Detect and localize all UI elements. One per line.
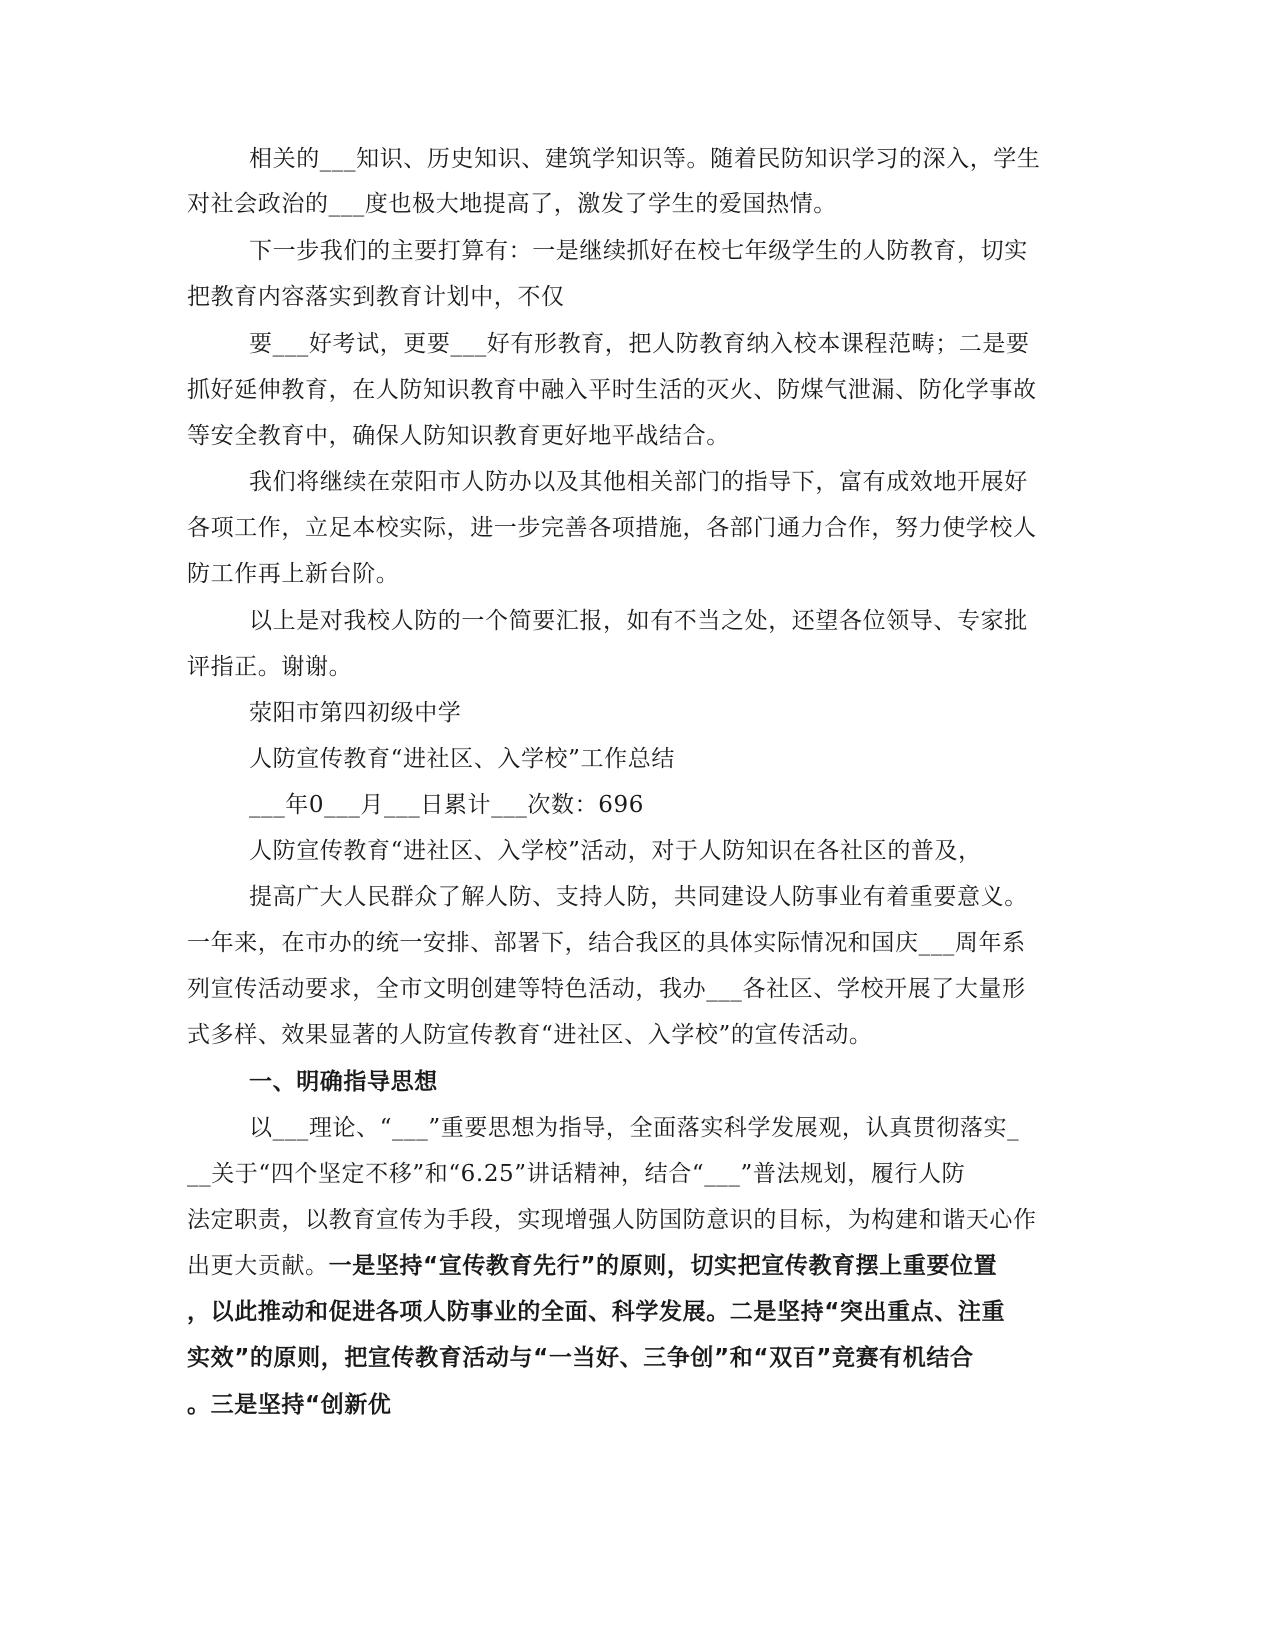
text-normal-part: 出更大贡献。 (187, 1253, 329, 1279)
text-line: 防工作再上新台阶。 (187, 561, 400, 587)
text-bold-part: 一是坚持“宣传教育先行”的原则，切实把宣传教育摆上重要位置 (328, 1253, 998, 1279)
text-line: 我们将继续在荥阳市人防办以及其他相关部门的指导下，富有成效地开展好 (249, 469, 1028, 495)
text-line: 列宣传活动要求，全市文明创建等特色活动，我办___各社区、学校开展了大量形 (187, 976, 1026, 1002)
text-line: 以___理论、“___”重要思想为指导，全面落实科学发展观，认真贯彻落实_ (249, 1115, 1020, 1141)
text-line: 要___好考试，更要___好有形教育，把人防教育纳入校本课程范畴；二是要 (249, 331, 1030, 357)
text-line: 抓好延伸教育，在人防知识教育中融入平时生活的灭火、防煤气泄漏、防化学事故 (187, 377, 1037, 403)
text-line: 等安全教育中，确保人防知识教育更好地平战结合。 (187, 423, 730, 449)
bold-text-line: ，以此推动和促进各项人防事业的全面、科学发展。二是坚持“突出重点、注重 (187, 1299, 1006, 1325)
text-line: 评指正。谢谢。 (187, 654, 353, 680)
bold-text-line: 。三是坚持“创新优 (187, 1392, 392, 1418)
text-line: 下一步我们的主要打算有：一是继续抓好在校七年级学生的人防教育，切实 (249, 238, 1028, 264)
text-line: 相关的___知识、历史知识、建筑学知识等。随着民防知识学习的深入，学生 (249, 146, 1041, 172)
text-line: __关于“四个坚定不移”和“6.25”讲话精神，结合“___”普法规划，履行人防 (187, 1161, 966, 1187)
text-line: 把教育内容落实到教育计划中，不仅 (187, 284, 565, 310)
text-line: 式多样、效果显著的人防宣传教育“进社区、入学校”的宣传活动。 (187, 1022, 873, 1048)
heading-guiding-thought: 一、明确指导思想 (249, 1069, 438, 1095)
date-count-line: ___年0___月___日累计___次数：696 (249, 792, 644, 818)
bold-text-line: 实效”的原则，把宣传教育活动与“一当好、三争创”和“双百”竞赛有机结合 (187, 1345, 974, 1371)
text-line: 法定职责，以教育宣传为手段，实现增强人防国防意识的目标，为构建和谐天心作 (187, 1207, 1037, 1233)
text-line: 一年来，在市办的统一安排、部署下，结合我区的具体实际情况和国庆___周年系 (187, 930, 1026, 956)
text-line: 人防宣传教育“进社区、入学校”活动，对于人防知识在各社区的普及， (249, 838, 982, 864)
text-line: 各项工作，立足本校实际，进一步完善各项措施，各部门通力合作，努力使学校人 (187, 515, 1037, 541)
signature-school: 荥阳市第四初级中学 (249, 700, 462, 726)
text-line: 对社会政治的___度也极大地提高了，激发了学生的爱国热情。 (187, 191, 837, 217)
text-line: 提高广大人民群众了解人防、支持人防，共同建设人防事业有着重要意义。 (249, 884, 1028, 910)
section-title: 人防宣传教育“进社区、入学校”工作总结 (249, 746, 675, 772)
text-line: 以上是对我校人防的一个简要汇报，如有不当之处，还望各位领导、专家批 (249, 608, 1028, 634)
mixed-text-line (187, 1251, 997, 1281)
